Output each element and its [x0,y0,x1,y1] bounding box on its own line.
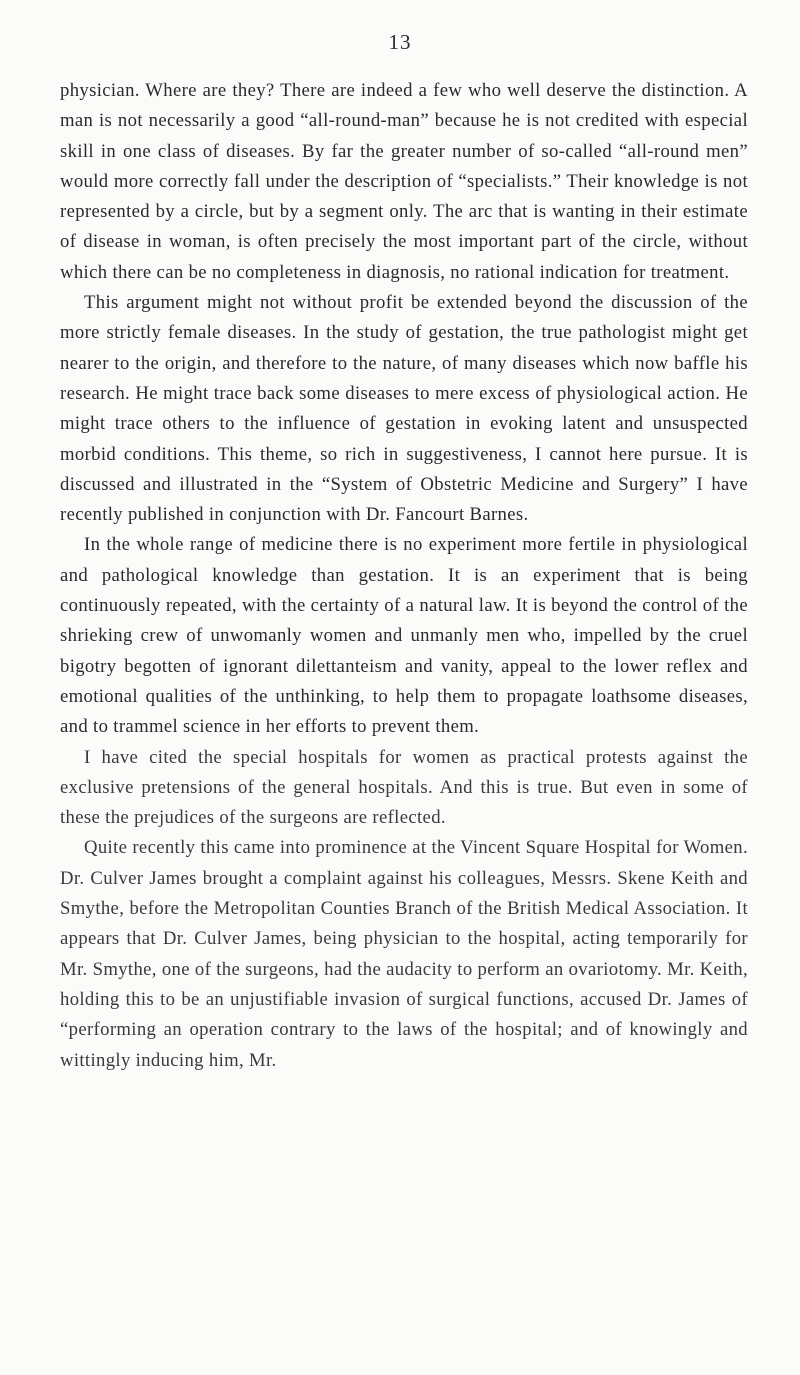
body-text [60,76,748,1076]
page-number: 13 [388,30,412,54]
paragraph-5: Quite recently this came into prominence at the Vincent Square Hospital for Women. Dr. Culver James brought a complaint against his colleagues, Messrs. Skene Keith and Smythe, before the Metropolitan Counties Branch of the British Medical Association. It appears that Dr. Culver James, being physician to the hospital, acting temporarily for Mr. Smythe, one of the surgeons, had the audacity to perform an ovariotomy. Mr. Keith, holding this to be an unjustifiable invasion of surgical functions, accused Dr. James of “performing an operation contrary to the laws of the hospital; and of knowingly and wittingly inducing him, Mr. [60,837,748,1071]
paragraph-2: This argument might not without profit be extended beyond the discussion of the more strictly female diseases. In the study of gestation, the true pathologist might get nearer to the origin, and therefore to the nature, of many diseases which now baffle his research. He might trace back some diseases to mere excess of physiological action. He might trace others to the influence of gestation in evoking latent and unsuspected morbid conditions. This theme, so rich in suggestiveness, I cannot here pursue. It is discussed and illustrated in the “System of Obstetric Medicine and Surgery” I have recently published in conjunction with Dr. Fancourt Barnes. [60,292,748,526]
paragraph-1: physician. Where are they? There are indeed a few who well deserve the distinction. A man is not necessarily a good “all-round-man” because he is not credited with especial skill in one class of diseases. By far the greater number of so-called “all-round men” would more correctly fall under the description of “specialists.” Their knowledge is not represented by a circle, but by a segment only. The arc that is wanting in their estimate of disease in woman, is often precisely the most important part of the circle, without which there can be no completeness in diagnosis, no rational indication for treatment. [60,80,748,283]
paragraph-3: In the whole range of medicine there is no experiment more fertile in physiological and pathological knowledge than gestation. It is an experiment that is being continuously repeated, with the certainty of a natural law. It is beyond the control of the shrieking crew of unwomanly women and unmanly men who, impelled by the cruel bigotry begotten of ignorant dilettanteism and vanity, appeal to the lower reflex and emotional qualities of the unthinking, to help them to propagate loathsome diseases, and to trammel science in her efforts to prevent them. [60,534,748,738]
paragraph-4: I have cited the special hospitals for women as practical protests against the exclusive pretensions of the general hospitals. And this is true. But even in some of these the prejudices of the surgeons are reflected. [60,746,748,829]
